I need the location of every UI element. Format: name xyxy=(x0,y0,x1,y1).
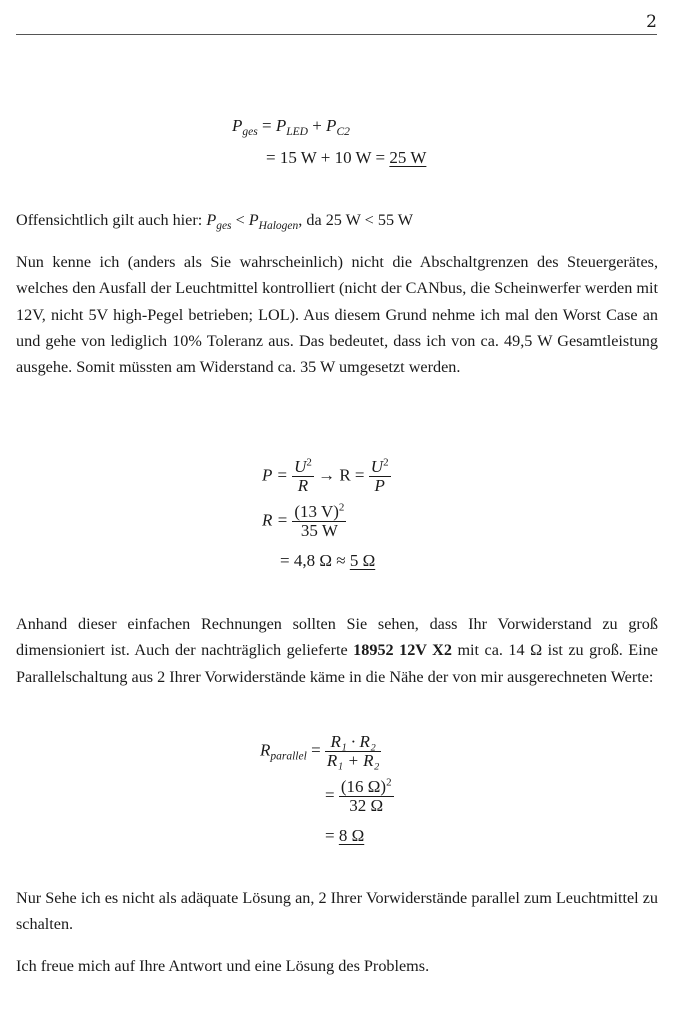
subscript-led: LED xyxy=(286,126,308,138)
paragraph-nur-sehe: Nur Sehe ich es nicht als adäquate Lösung an, 2 Ihrer Vorwiderstände parallel zum Leuchtmittel zu schalten. xyxy=(16,889,658,934)
subscript-c2: C2 xyxy=(336,126,350,138)
fraction-r1r2 xyxy=(325,733,382,770)
fraction-u2-over-r xyxy=(292,458,314,495)
symbol-p: P xyxy=(374,475,385,495)
paragraph-nun-kenne-ich: Nun kenne ich (anders als Sie wahrscheinlich) nicht die Abschaltgrenzen des Steuergerätes, welches den Ausfall der Leuchtmittel kontrolliert (nicht der CANbus, die Scheinwerfer werden mit 12V, nicht 5V high-Pegel betrieben; LOL). Aus diesem Grund nehme ich mal den Worst Case an und gehe von lediglich 10% Toleranz aus. Das bedeutet, dass ich von ca. 49,5 W Gesamtleistung ausgehe. Somit müssten am Widerstand ca. 35 W umgesetzt werden. xyxy=(16,253,658,377)
symbol-u: U xyxy=(370,457,384,476)
equation-resistance-line2 xyxy=(262,503,346,540)
equation-parallel-line1 xyxy=(260,733,381,770)
text: Offensichtlich gilt auch hier: xyxy=(16,211,207,229)
numerator: (16 Ω) xyxy=(340,777,387,796)
header-rule xyxy=(16,34,657,35)
superscript: 2 xyxy=(306,456,312,469)
numerator: R₁ · R₂ xyxy=(325,733,382,752)
equals-sign: = xyxy=(325,785,335,805)
parallel-result: 8 Ω xyxy=(338,826,365,845)
less-than: < xyxy=(231,211,249,229)
denominator: 35 W xyxy=(300,520,338,540)
subscript-ges: ges xyxy=(242,126,258,138)
equation-parallel-line3 xyxy=(325,826,364,846)
plus-sign: + xyxy=(312,116,322,135)
page-number: 2 xyxy=(646,12,657,32)
symbol-r: R xyxy=(297,475,309,495)
text: , da 25 W < 55 W xyxy=(298,211,414,229)
equation-total-power: $P_{ges} = P_{LED} + P_{C2}$ xyxy=(232,116,350,138)
arrow-r-equals: → R = xyxy=(318,465,365,485)
fraction-u2-over-p xyxy=(369,458,391,495)
text: Anhand dieser einfachen Rechnungen sollten Sie sehen, dass Ihr Vorwiderstand zu groß dimensioniert ist. Auch der nachträglich gelieferte xyxy=(16,615,658,660)
resistance-value: = 4,8 Ω ≈ xyxy=(280,551,346,570)
denominator: R₁ + R₂ xyxy=(326,750,380,770)
text: mit ca. 14 Ω ist zu groß. Eine Parallelschaltung aus 2 Ihrer Vorwiderstände käme in die Nähe der von mir ausgerechneten Werte: xyxy=(16,641,658,686)
subscript-ges: ges xyxy=(216,220,232,232)
superscript: 2 xyxy=(383,456,389,469)
resistance-result: 5 Ω xyxy=(349,551,376,570)
paragraph-anhand xyxy=(16,611,658,690)
subscript-halogen: Halogen xyxy=(258,220,299,232)
symbol-p-c2: P xyxy=(326,116,337,135)
p-equals: P = xyxy=(262,465,288,485)
equation-parallel-line2 xyxy=(325,778,394,815)
equation-resistance-line1 xyxy=(262,458,391,495)
product-code: 18952 12V X2 xyxy=(353,641,452,660)
equals-sign: = xyxy=(311,740,321,760)
symbol-p: P xyxy=(248,211,259,229)
symbol-p: P xyxy=(232,116,243,135)
equation-resistance-line3 xyxy=(280,551,375,571)
fraction-13v-over-35w xyxy=(292,503,346,540)
numerator: (13 V) xyxy=(294,502,339,521)
equals-sign: = xyxy=(325,826,335,845)
symbol-p-led: P xyxy=(275,116,287,135)
symbol-p: P xyxy=(206,211,217,229)
denominator: 32 Ω xyxy=(349,795,384,815)
equals-sign: = xyxy=(266,148,276,167)
superscript: 2 xyxy=(338,501,345,514)
equation-total-power-line2 xyxy=(266,148,426,168)
total-power-result: 25 W xyxy=(389,148,427,167)
subscript-parallel: parallel xyxy=(270,750,307,763)
paragraph-ich-freue: Ich freue mich auf Ihre Antwort und eine Lösung des Problems. xyxy=(16,957,430,975)
r-equals: R = xyxy=(262,510,289,530)
symbol-u: U xyxy=(294,457,307,476)
sum-expression: 15 W + 10 W = xyxy=(279,148,386,167)
symbol-r: R xyxy=(260,740,271,760)
fraction-16-over-32 xyxy=(339,778,394,815)
superscript: 2 xyxy=(386,776,392,789)
paragraph-offensichtlich xyxy=(16,207,658,233)
